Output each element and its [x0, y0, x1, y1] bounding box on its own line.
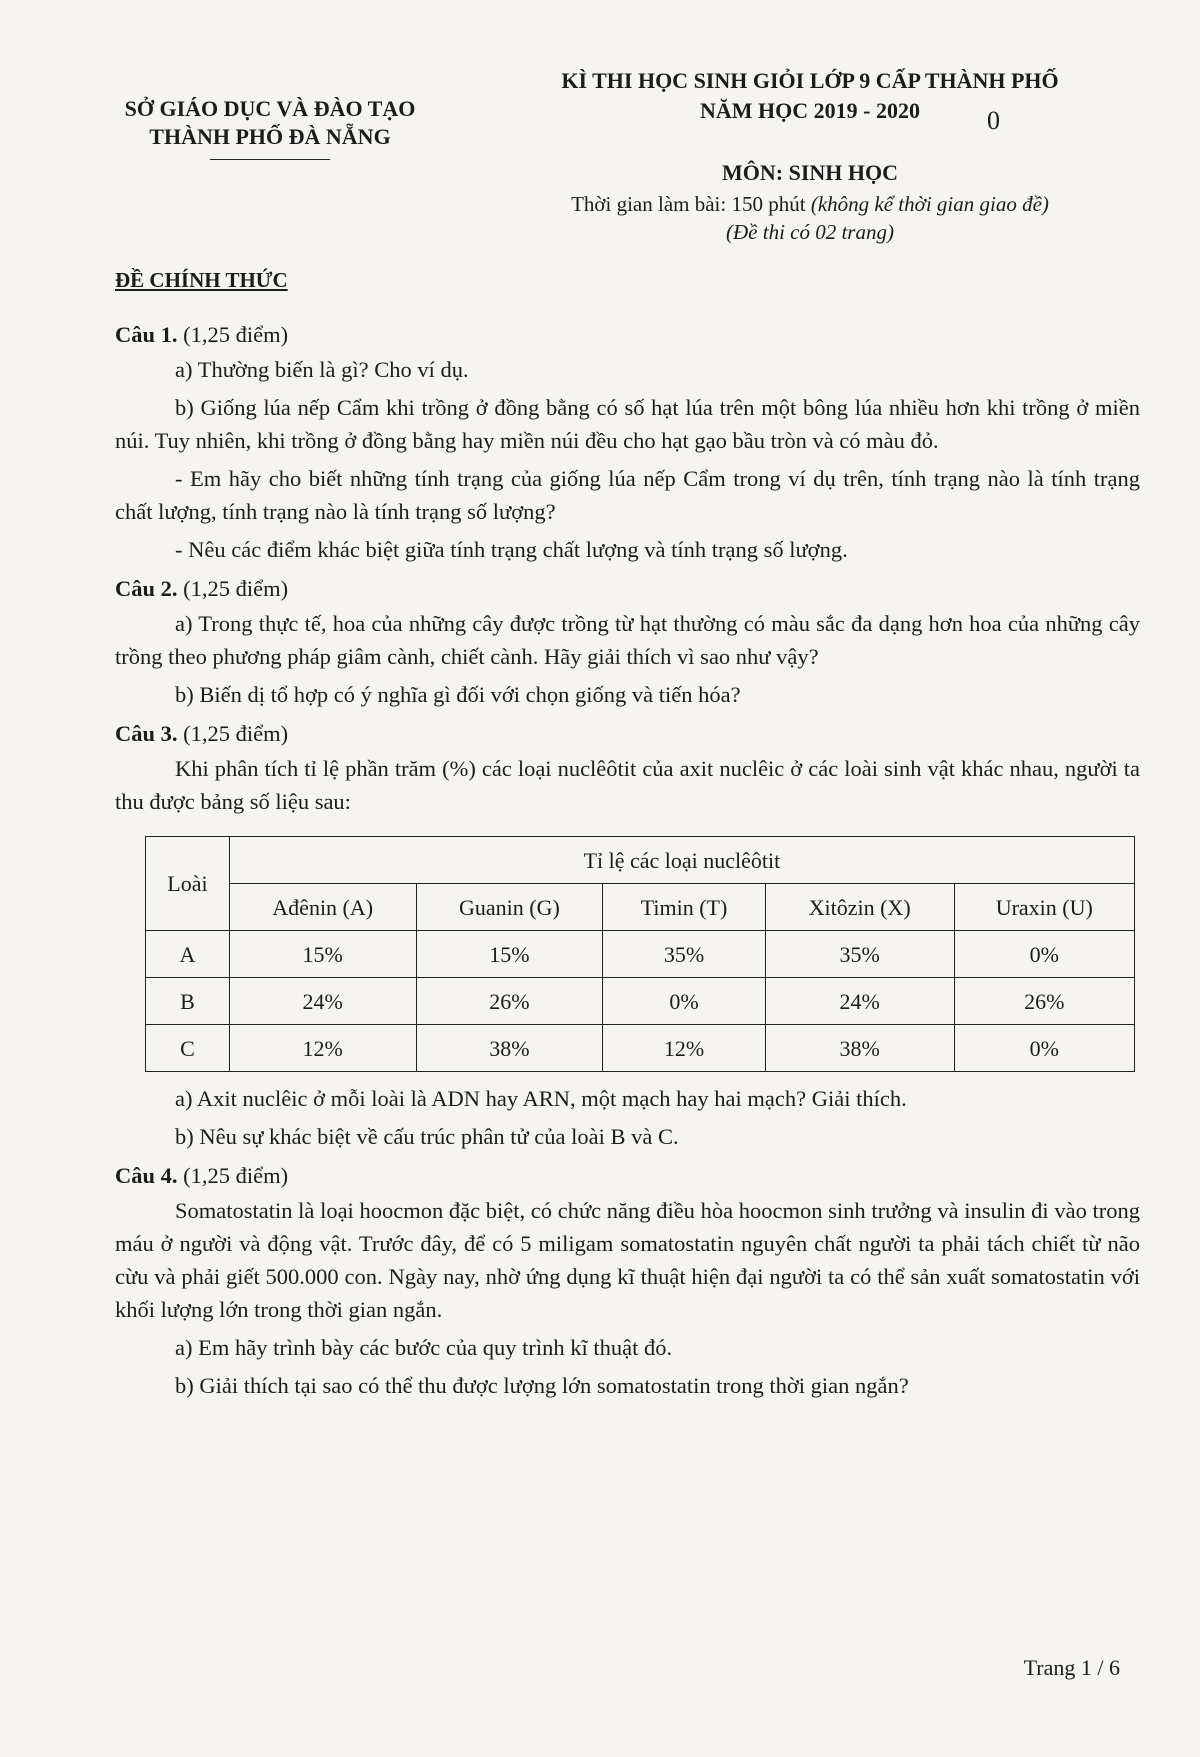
value-cell: 12%: [603, 1025, 766, 1072]
species-cell: B: [146, 978, 230, 1025]
column-header: Timin (T): [603, 884, 766, 931]
question-3-intro: Khi phân tích tỉ lệ phần trăm (%) các loại nuclêôtit của axit nuclêic ở các loài sinh vật khác nhau, người ta thu được bảng số liệu sau:: [115, 756, 1140, 814]
nucleotide-group-header: Tỉ lệ các loại nuclêôtit: [229, 837, 1134, 884]
column-header: Ađênin (A): [229, 884, 416, 931]
question-3-title: Câu 3. (1,25 điểm): [115, 721, 289, 746]
value-cell: 12%: [229, 1025, 416, 1072]
table-row: [146, 931, 1135, 978]
subject-line: MÔN: SINH HỌC: [722, 160, 898, 185]
official-label: ĐỀ CHÍNH THỨC: [115, 268, 288, 292]
value-cell: 38%: [416, 1025, 603, 1072]
page-number: Trang 1 / 6: [1023, 1655, 1120, 1680]
question-1-title: Câu 1. (1,25 điểm): [115, 322, 289, 347]
table-row: [146, 1025, 1135, 1072]
column-header: Uraxin (U): [954, 884, 1134, 931]
time-limit: Thời gian làm bài: 150 phút: [571, 192, 806, 216]
species-cell: C: [146, 1025, 230, 1072]
species-header: Loài: [146, 837, 230, 931]
column-header: Xitôzin (X): [765, 884, 954, 931]
question-1b: b) Giống lúa nếp Cẩm khi trồng ở đồng bằng có số hạt lúa trên một bông lúa nhiều hơn khi trồng ở miền núi. Tuy nhiên, khi trồng ở đồng bằng hay miền núi đều cho hạt gạo bầu tròn và có màu đỏ.: [115, 395, 1140, 453]
department-header: [80, 95, 460, 160]
question-3a: a) Axit nuclêic ở mỗi loài là ADN hay ARN, một mạch hay hai mạch? Giải thích.: [175, 1086, 907, 1111]
school-year: NĂM HỌC 2019 - 2020: [700, 98, 920, 123]
question-2b: b) Biến dị tổ hợp có ý nghĩa gì đối với chọn giống và tiến hóa?: [175, 682, 741, 707]
value-cell: 35%: [603, 931, 766, 978]
handwritten-mark: 0: [987, 106, 1000, 135]
question-4-intro: Somatostatin là loại hoocmon đặc biệt, có chức năng điều hòa hoocmon sinh trưởng và insulin đi vào trong máu ở người và động vật. Trước đây, để có 5 miligam somatostatin nguyên chất người ta phải tách chiết từ não cừu và phải giết 500.000 con. Ngày nay, nhờ ứng dụng kĩ thuật hiện đại người ta có thể sản xuất somatostatin với khối lượng lớn trong thời gian ngắn.: [115, 1198, 1140, 1322]
question-2a: a) Trong thực tế, hoa của những cây được trồng từ hạt thường có màu sắc đa dạng hơn hoa của những cây trồng theo phương pháp giâm cành, chiết cành. Hãy giải thích vì sao như vậy?: [115, 611, 1140, 669]
column-header: Guanin (G): [416, 884, 603, 931]
value-cell: 15%: [416, 931, 603, 978]
value-cell: 26%: [954, 978, 1134, 1025]
table-row: [146, 978, 1135, 1025]
header-divider: [210, 159, 330, 160]
value-cell: 0%: [603, 978, 766, 1025]
value-cell: 35%: [765, 931, 954, 978]
question-1a: a) Thường biến là gì? Cho ví dụ.: [175, 357, 469, 382]
value-cell: 24%: [765, 978, 954, 1025]
exam-body: [115, 312, 1140, 1407]
city-line: THÀNH PHỐ ĐÀ NẴNG: [149, 124, 391, 149]
value-cell: 26%: [416, 978, 603, 1025]
department-line: SỞ GIÁO DỤC VÀ ĐÀO TẠO: [124, 96, 416, 121]
value-cell: 24%: [229, 978, 416, 1025]
time-note: (không kể thời gian giao đề): [810, 192, 1049, 216]
question-1b-part1: - Em hãy cho biết những tính trạng của giống lúa nếp Cẩm trong ví dụ trên, tính trạng nào là tính trạng chất lượng, tính trạng nào là tính trạng số lượng?: [115, 466, 1140, 524]
value-cell: 0%: [954, 1025, 1134, 1072]
question-4b: b) Giải thích tại sao có thể thu được lượng lớn somatostatin trong thời gian ngắn?: [175, 1373, 909, 1398]
question-3b: b) Nêu sự khác biệt về cấu trúc phân tử của loài B và C.: [175, 1124, 679, 1149]
value-cell: 15%: [229, 931, 416, 978]
question-2-title: Câu 2. (1,25 điểm): [115, 576, 289, 601]
exam-header: [500, 66, 1120, 135]
value-cell: 38%: [765, 1025, 954, 1072]
exam-title: KÌ THI HỌC SINH GIỎI LỚP 9 CẤP THÀNH PHỐ: [561, 68, 1059, 93]
species-cell: A: [146, 931, 230, 978]
value-cell: 0%: [954, 931, 1134, 978]
time-info: [500, 190, 1120, 246]
question-4-title: Câu 4. (1,25 điểm): [115, 1163, 289, 1188]
pages-note: (Đề thi có 02 trang): [726, 220, 894, 244]
question-1b-part2: - Nêu các điểm khác biệt giữa tính trạng chất lượng và tính trạng số lượng.: [175, 537, 848, 562]
question-4a: a) Em hãy trình bày các bước của quy trình kĩ thuật đó.: [175, 1335, 673, 1360]
nucleotide-table: [145, 836, 1135, 1072]
